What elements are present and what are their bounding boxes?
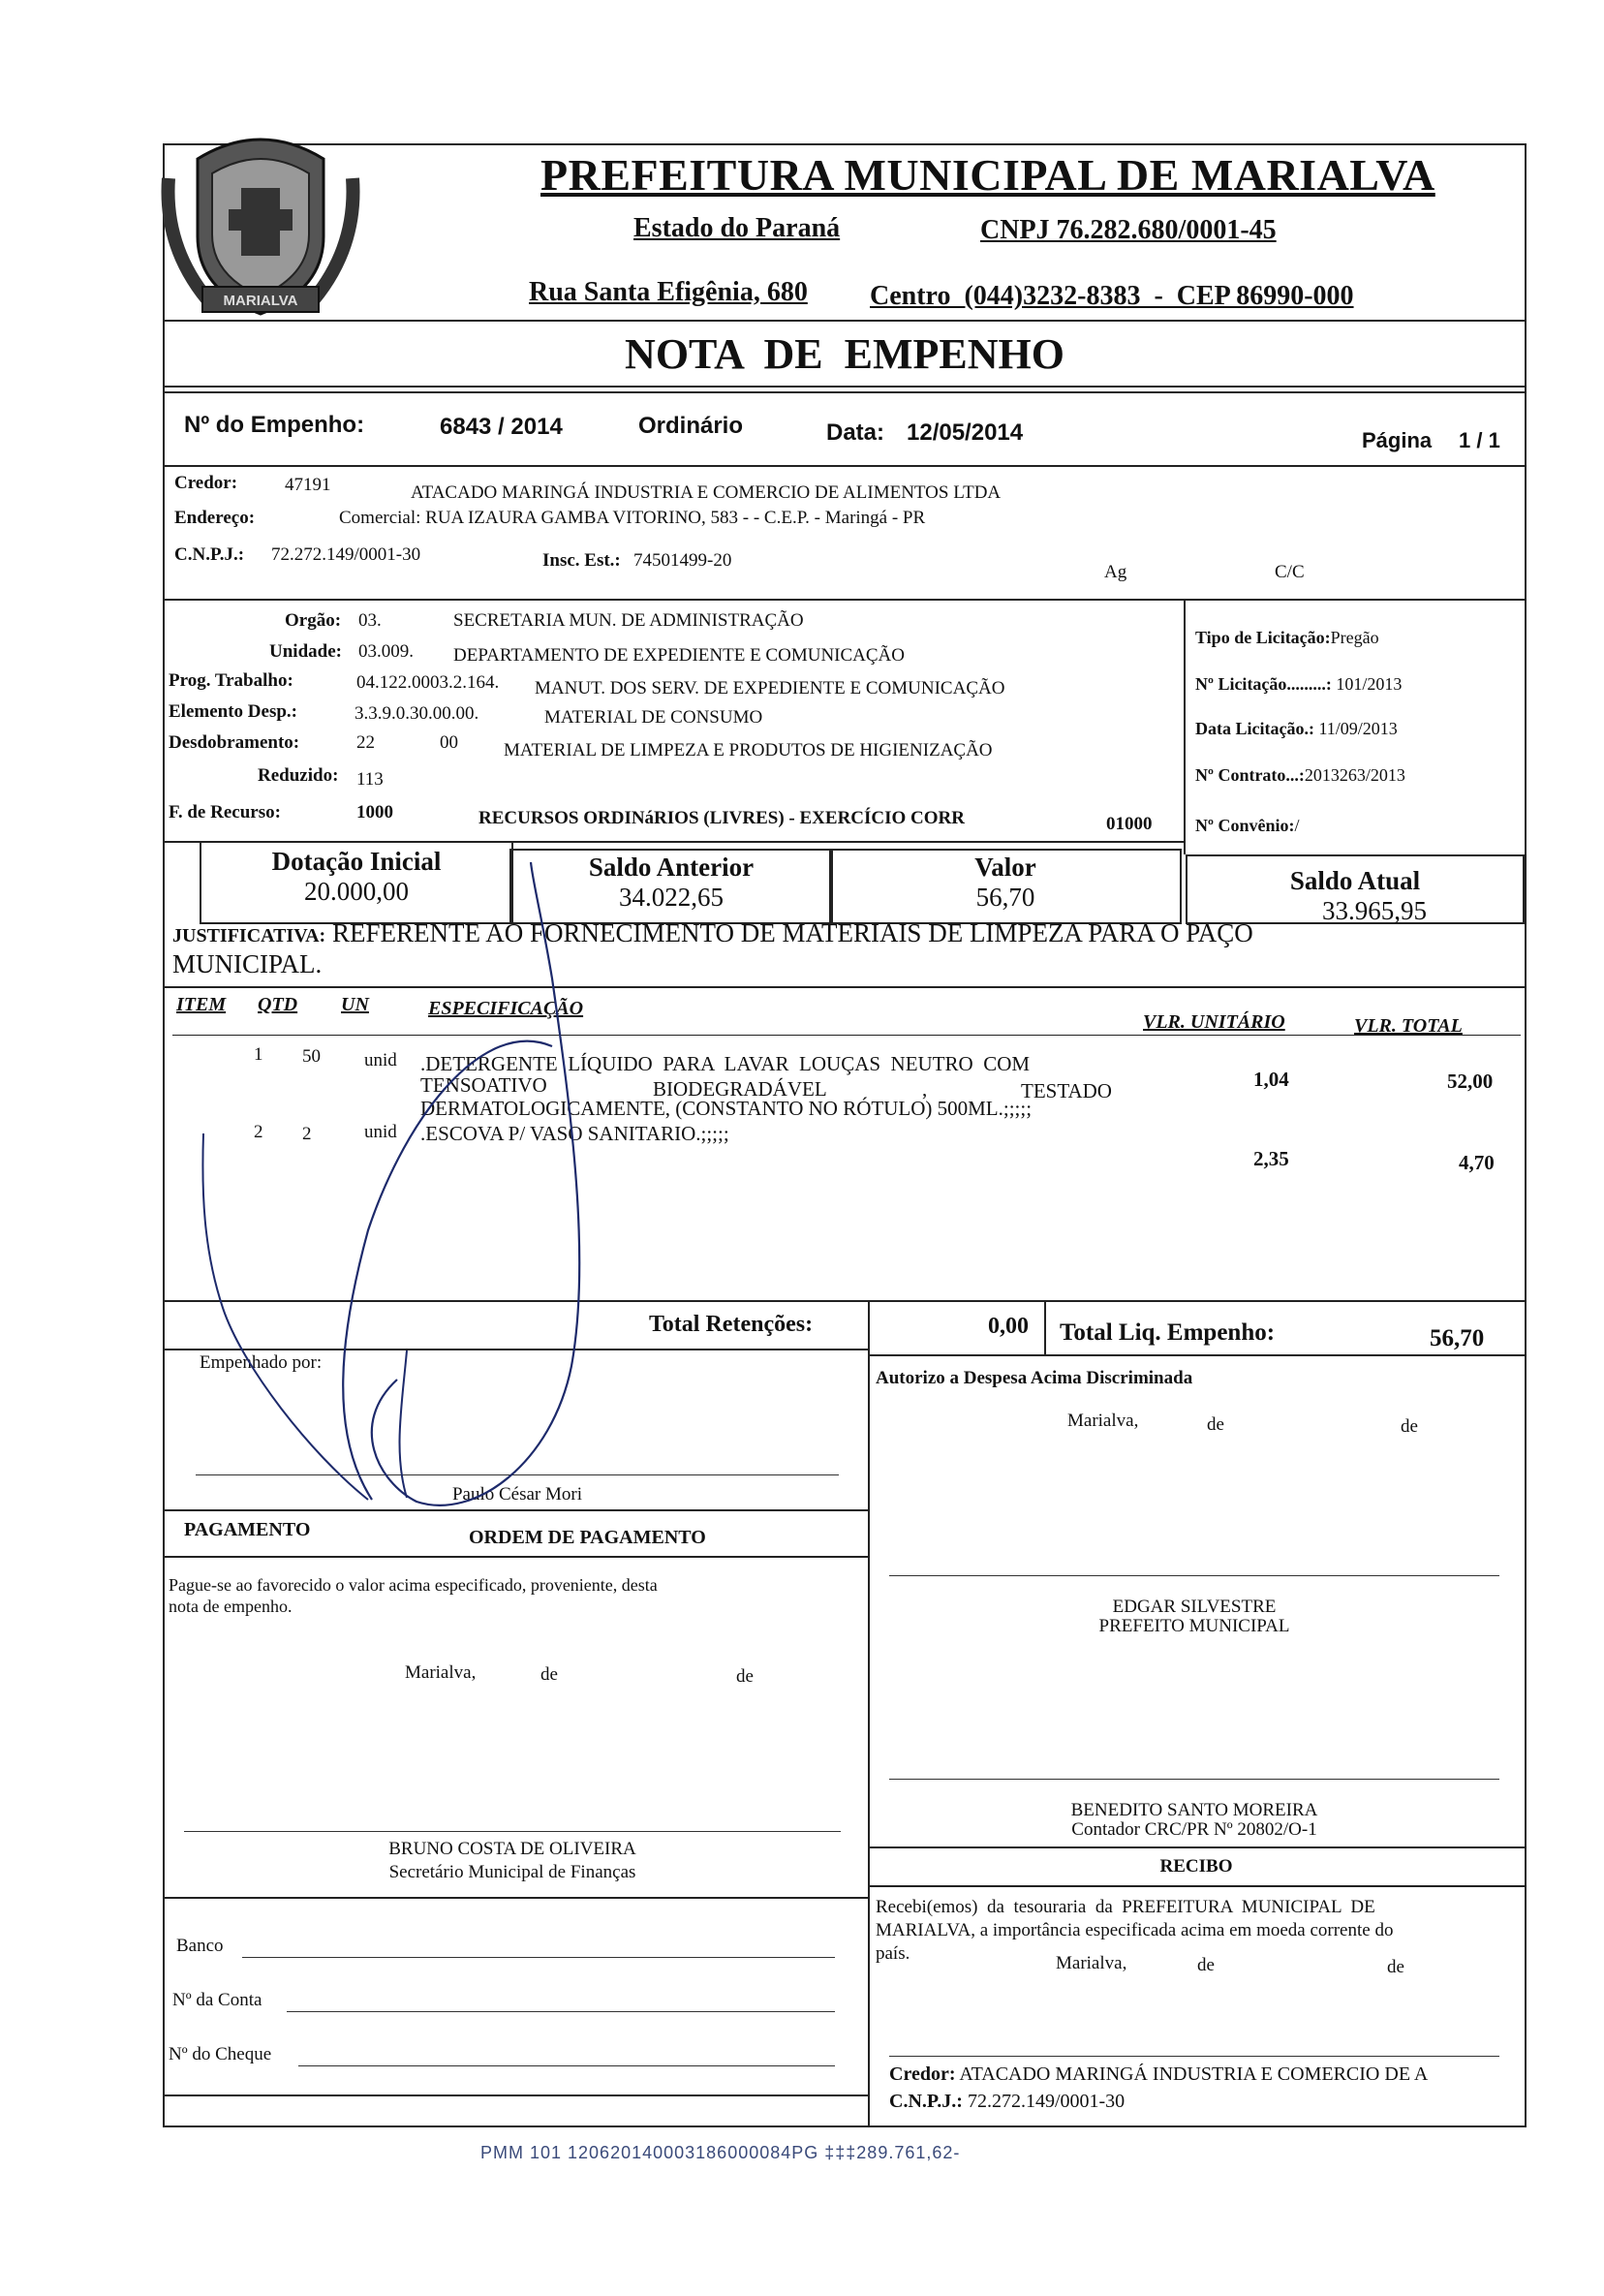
desdobramento-code: 22 xyxy=(356,732,375,753)
pague-line1: Pague-se ao favorecido o valor acima especificado, proveniente, desta xyxy=(169,1575,658,1595)
valor-value: 56,70 xyxy=(975,883,1035,912)
insc-value: 74501499-20 xyxy=(633,550,732,571)
desdobramento-label: Desdobramento: xyxy=(169,732,300,753)
reduzido-label: Reduzido: xyxy=(258,765,339,786)
desdobramento-sub: 00 xyxy=(440,732,458,753)
item-un: unid xyxy=(364,1050,397,1070)
unidade-label: Unidade: xyxy=(269,641,342,662)
item-total-price: 52,00 xyxy=(1447,1070,1494,1093)
justificativa-label: JUSTIFICATIVA: xyxy=(172,925,326,946)
recibo-line2: MARIALVA, a importância especificada acima em moeda corrente do xyxy=(876,1920,1394,1940)
dotacao-inicial-value: 20.000,00 xyxy=(304,877,409,906)
elemento-desp-code: 3.3.9.0.30.00.00. xyxy=(355,703,479,724)
recibo-cnpj-value: 72.272.149/0001-30 xyxy=(967,2091,1126,2112)
recurso-label: F. de Recurso: xyxy=(169,802,281,822)
saldo-anterior-value: 34.022,65 xyxy=(619,883,724,912)
address-label: Rua Santa Efigênia, 680 xyxy=(529,277,808,307)
banco-label: Banco xyxy=(176,1936,224,1956)
recibo-line3: país. xyxy=(876,1943,910,1964)
item-unit-price: 2,35 xyxy=(1253,1147,1289,1170)
contrato-label: Nº Contrato...: xyxy=(1195,765,1305,785)
unidade-name: DEPARTAMENTO DE EXPEDIENTE E COMUNICAÇÃO xyxy=(453,645,906,666)
unidade-code: 03.009. xyxy=(358,641,414,662)
date-label: Data: xyxy=(826,419,885,446)
recibo-de-2: de xyxy=(1387,1957,1404,1977)
recibo-line1: Recebi(emos) da tesouraria da PREFEITURA MUNICIPAL DE xyxy=(876,1897,1375,1917)
empenho-type: Ordinário xyxy=(638,413,744,439)
convenio-label: Nº Convênio: xyxy=(1195,816,1295,835)
col-un: UN xyxy=(341,994,369,1015)
item-desc-line2a: TENSOATIVO xyxy=(420,1073,547,1097)
justificativa-line1: REFERENTE AO FORNECIMENTO DE MATERIAIS DE LIMPEZA PARA O PAÇO xyxy=(331,918,1253,947)
endereco-value: Comercial: RUA IZAURA GAMBA VITORINO, 583 - - C.E.P. - Maringá - PR xyxy=(339,508,926,528)
valor-label: Valor xyxy=(974,853,1036,882)
prefeito-title: PREFEITO MUNICIPAL xyxy=(1098,1616,1290,1636)
tipo-licitacao-label: Tipo de Licitação: xyxy=(1195,628,1331,647)
pague-de-1: de xyxy=(540,1664,558,1685)
numero-licitacao-value: 101/2013 xyxy=(1336,674,1403,694)
desdobramento-name: MATERIAL DE LIMPEZA E PRODUTOS DE HIGIENIZAÇÃO xyxy=(504,740,993,760)
recibo-credor-name: ATACADO MARINGÁ INDUSTRIA E COMERCIO DE A xyxy=(959,2063,1429,2085)
orgao-label: Orgão: xyxy=(285,610,342,631)
elemento-desp-label: Elemento Desp.: xyxy=(169,701,297,722)
data-licitacao-label: Data Licitação.: xyxy=(1195,719,1314,738)
saldo-atual-label: Saldo Atual xyxy=(1289,866,1421,895)
item-desc-line2c: , xyxy=(922,1077,928,1101)
prog-trabalho-name: MANUT. DOS SERV. DE EXPEDIENTE E COMUNICAÇÃO xyxy=(535,678,1005,698)
recurso-code: 1000 xyxy=(356,802,393,822)
item-number: 1 xyxy=(254,1044,263,1065)
credor-label: Credor: xyxy=(174,473,238,493)
total-liq-label: Total Liq. Empenho: xyxy=(1060,1319,1276,1346)
orgao-name: SECRETARIA MUN. DE ADMINISTRAÇÃO xyxy=(453,610,804,631)
col-vlr-unitario: VLR. UNITÁRIO xyxy=(1143,1011,1285,1033)
item-desc-line2b: BIODEGRADÁVEL xyxy=(653,1077,827,1101)
item-unit-price: 1,04 xyxy=(1253,1068,1289,1091)
conta-field[interactable] xyxy=(287,2011,835,2012)
cnpj-credor-label: C.N.P.J.: xyxy=(174,544,245,565)
col-qtd: QTD xyxy=(258,994,298,1015)
pague-de-2: de xyxy=(736,1666,754,1687)
item-desc-line1: .ESCOVA P/ VASO SANITARIO.;;;;; xyxy=(420,1122,729,1145)
convenio-value: / xyxy=(1294,816,1300,835)
document-title: NOTA DE EMPENHO xyxy=(625,330,1064,378)
contador-title: Contador CRC/PR Nº 20802/O-1 xyxy=(1071,1819,1317,1840)
item-desc-line1: .DETERGENTE LÍQUIDO PARA LAVAR LOUÇAS NEUTRO COM xyxy=(420,1052,1031,1075)
autorizo-city: Marialva, xyxy=(1067,1411,1139,1431)
recibo-de-1: de xyxy=(1197,1955,1215,1975)
state-label: Estado do Paraná xyxy=(633,213,841,243)
cc-label: C/C xyxy=(1275,562,1305,582)
contador-name: BENEDITO SANTO MOREIRA xyxy=(1070,1800,1318,1820)
credor-code: 47191 xyxy=(285,475,331,495)
page-number: 1 / 1 xyxy=(1459,428,1500,452)
pague-city: Marialva, xyxy=(405,1662,477,1683)
contrato-value: 2013263/2013 xyxy=(1304,765,1405,785)
recurso-number: 01000 xyxy=(1106,814,1153,834)
prog-trabalho-label: Prog. Trabalho: xyxy=(169,670,293,691)
justificativa-line2: MUNICIPAL. xyxy=(172,949,323,978)
saldo-anterior-label: Saldo Anterior xyxy=(588,853,755,882)
pague-line2: nota de empenho. xyxy=(169,1597,293,1616)
conta-label: Nº da Conta xyxy=(172,1990,262,2010)
empenho-number-label: Nº do Empenho: xyxy=(184,412,365,438)
autorizo-label: Autorizo a Despesa Acima Discriminada xyxy=(876,1368,1193,1388)
secretario-title: Secretário Municipal de Finanças xyxy=(388,1862,636,1882)
handwritten-signature-icon xyxy=(165,145,1525,1521)
cnpj-label: CNPJ 76.282.680/0001-45 xyxy=(980,215,1277,245)
autorizo-de-1: de xyxy=(1207,1414,1224,1435)
nota-de-empenho-form xyxy=(163,143,1527,2127)
item-desc-line2d: TESTADO xyxy=(1021,1079,1112,1102)
prefeito-name: EDGAR SILVESTRE xyxy=(1112,1597,1277,1617)
total-retencoes-value: 0,00 xyxy=(988,1314,1029,1339)
empenhado-name: Paulo César Mori xyxy=(451,1484,583,1505)
cheque-field[interactable] xyxy=(298,2065,835,2066)
recibo-city: Marialva, xyxy=(1056,1953,1127,1973)
dotacao-inicial-label: Dotação Inicial xyxy=(271,847,442,876)
numero-licitacao-label: Nº Licitação.........: xyxy=(1195,674,1332,694)
reduzido-code: 113 xyxy=(356,769,384,790)
date-value: 12/05/2014 xyxy=(907,419,1024,446)
item-un: unid xyxy=(364,1122,397,1142)
ag-label: Ag xyxy=(1104,562,1127,582)
col-especificacao: ESPECIFICAÇÃO xyxy=(428,998,584,1019)
item-number: 2 xyxy=(254,1122,263,1142)
item-qtd: 50 xyxy=(302,1046,321,1067)
total-liq-value: 56,70 xyxy=(1430,1325,1485,1351)
footer-stamp: PMM 101 120620140003186000084PG ‡‡‡289.761,62- xyxy=(480,2143,961,2162)
district-phone-cep: Centro (044)3232-8383 - CEP 86990-000 xyxy=(870,281,1354,311)
elemento-desp-name: MATERIAL DE CONSUMO xyxy=(544,707,763,728)
item-total-price: 4,70 xyxy=(1459,1151,1495,1174)
cnpj-credor-value: 72.272.149/0001-30 xyxy=(271,544,421,565)
cheque-label: Nº do Cheque xyxy=(169,2044,272,2064)
item-qtd: 2 xyxy=(302,1124,312,1144)
autorizo-de-2: de xyxy=(1401,1416,1418,1437)
recurso-name: RECURSOS ORDINáRIOS (LIVRES) - EXERCÍCIO CORR xyxy=(478,808,965,828)
col-item: ITEM xyxy=(176,994,227,1015)
empenho-number: 6843 / 2014 xyxy=(440,414,563,440)
insc-label: Insc. Est.: xyxy=(542,550,621,571)
banco-field[interactable] xyxy=(242,1957,835,1958)
prefeitura-title: PREFEITURA MUNICIPAL DE MARIALVA xyxy=(540,150,1435,200)
orgao-code: 03. xyxy=(358,610,382,631)
col-vlr-total: VLR. TOTAL xyxy=(1354,1015,1463,1037)
secretario-name: BRUNO COSTA DE OLIVEIRA xyxy=(388,1839,636,1859)
recibo-cnpj-label: C.N.P.J.: xyxy=(889,2091,963,2112)
pagamento-label: PAGAMENTO xyxy=(184,1519,311,1540)
item-desc-line3: DERMATOLOGICAMENTE, (CONSTANTO NO RÓTULO) 500ML.;;;;; xyxy=(420,1097,1033,1120)
crest-banner-text: MARIALVA xyxy=(223,293,298,309)
ordem-pagamento-label: ORDEM DE PAGAMENTO xyxy=(469,1527,706,1548)
recibo-label: RECIBO xyxy=(1159,1856,1233,1877)
total-retencoes-label: Total Retenções: xyxy=(649,1312,814,1337)
credor-name: ATACADO MARINGÁ INDUSTRIA E COMERCIO DE ALIMENTOS LTDA xyxy=(411,482,1002,503)
endereco-label: Endereço: xyxy=(174,508,256,528)
data-licitacao-value: 11/09/2013 xyxy=(1318,719,1398,738)
empenhado-por-label: Empenhado por: xyxy=(200,1352,323,1373)
prog-trabalho-code: 04.122.0003.2.164. xyxy=(356,672,500,693)
tipo-licitacao-value: Pregão xyxy=(1330,628,1379,647)
saldo-atual-value: 33.965,95 xyxy=(1322,896,1427,925)
recibo-credor-label: Credor: xyxy=(889,2063,956,2085)
page-label: Página xyxy=(1362,428,1433,452)
